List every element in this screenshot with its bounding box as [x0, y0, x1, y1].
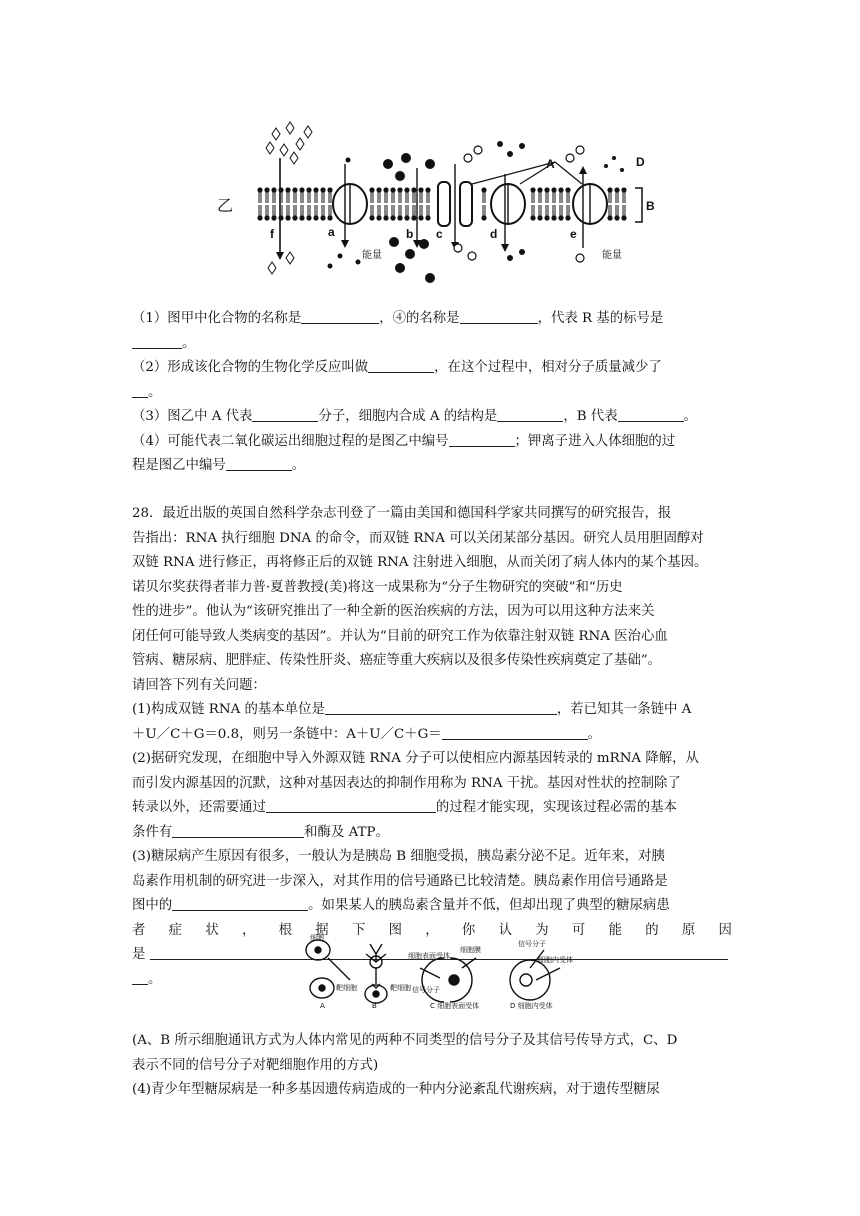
- q28-1: (1)构成双链 RNA 的基本单位是 ，若已知其一条链中 A: [132, 698, 732, 723]
- label-D: D: [636, 155, 645, 169]
- label-a: a: [328, 225, 335, 239]
- blank[interactable]: [497, 406, 563, 422]
- blank[interactable]: [449, 431, 515, 447]
- question-28: 28．最近出版的英国自然科学杂志刊登了一篇由美国和德国科学家共同撰写的研究报告，报 告指出：RNA 执行细胞 DNA 的命令，而双链 RNA 可以关闭某部分基因。研究人员用胆固醇对 双链 RNA 进行修正，再将修正后的双链 RNA 注射进入细胞，从而关闭了病人体内的某个基因。 诺贝尔奖获得者菲力普·夏普教授(美)将这一成果称为“分子生物研究的突破”和“历史 性的进步”。他认为“该研究推出了一种全新的医治疾病的方法，因为可以用这种方法来关 闭任何可能导致人类病变的基因”。并认为“目前的研究工作为依靠注射双链 RNA 医治心血 管病、糖尿病、肥胖症、传染性肝炎、癌症等重大疾病以及很多传染性疾病奠定了基础”。 请回答下列有关问题： (1)构成双链 RNA 的基本单位是 ，若已知其一条链中 A ＋U／C＋G＝0.8，则另一条链中：A＋U／C＋G＝ 。 (2)据研究发现，在细胞中导入外源双链 RNA 分子可以使相应内源基因转录的 mRNA 降解，从 而引发内源基因的沉默，这种对基因表达的抑制作用称为 RNA 干扰。基因对性状的控制除了 转录以外，还需要通过 的过程才能实现，实现该过程必需的基本 条件有 和酶及 ATP。 (3)糖尿病产生原因有很多，一般认为是胰岛 B 细胞受损，胰岛素分泌不足。近年来，对胰 岛素作用机制的研究进一步深入，对其作用的信号通路已比较清楚。胰岛素作用信号通路是 图中的 。如果某人的胰岛素含量并不低，但却出现了典型的糖尿病患 者 症 状 ， 根 据 下 图 ， 你 认 为 可 能 的 原 因 是 。: [132, 506, 732, 987]
- blank[interactable]: [266, 797, 436, 813]
- label-cell-a: 细胞: [310, 934, 324, 942]
- blank[interactable]: [442, 724, 588, 740]
- energy-label-1: 能量: [362, 250, 382, 261]
- caption-d: D 细胞内受体: [510, 1002, 553, 1010]
- signal-diagram: [300, 928, 580, 1010]
- caption-c: C 细胞表面受体: [430, 1002, 480, 1010]
- blank[interactable]: [618, 406, 684, 422]
- label-c: c: [436, 227, 443, 241]
- q27-4: （4）可能代表二氧化碳运出细胞过程的是图乙中编号 ；钾离子进入人体细胞的过: [132, 430, 732, 455]
- label-b: b: [406, 227, 414, 241]
- q28-3: 图中的 。如果某人的胰岛素含量并不低，但却出现了典型的糖尿病患: [132, 894, 732, 919]
- q27-2: （2）形成该化合物的生物化学反应叫做 ，在这个过程中，相对分子质量减少了: [132, 356, 732, 381]
- figure-caption: (A、B 所示细胞通讯方式为人体内常见的两种不同类型的信号分子及其信号传导方式，C、D 表示不同的信号分子对靶细胞作用的方式) (4)青少年型糖尿病是一种多基因遗传病造成的一种内分泌紊乱代谢疾病，对于遗传型糖尿: [132, 1029, 732, 1103]
- q27-1: （1）图甲中化合物的名称是 ，④的名称是 ，代表 R 基的标号是: [132, 307, 732, 332]
- label-signal: 信号分子: [412, 986, 440, 994]
- figure-yi-label: 乙: [217, 196, 234, 215]
- label-f: f: [270, 227, 274, 241]
- blank[interactable]: [301, 308, 379, 324]
- membrane-figure: [210, 118, 670, 298]
- label-A: A: [546, 157, 555, 171]
- q27-3: （3）图乙中 A 代表 分子，细胞内合成 A 的结构是 ，B 代表 。: [132, 405, 732, 430]
- label-B: B: [646, 199, 655, 213]
- letter-a: A: [320, 1002, 325, 1010]
- spread-line: 者 症 状 ， 根 据 下 图 ， 你 认 为 可 能 的 原 因: [132, 922, 732, 938]
- blank[interactable]: [132, 969, 148, 985]
- blank[interactable]: [368, 357, 434, 373]
- blank[interactable]: [252, 406, 318, 422]
- blank[interactable]: [132, 333, 182, 349]
- blank[interactable]: [172, 895, 308, 911]
- signal-figure: [300, 928, 580, 1010]
- blank[interactable]: [132, 382, 148, 398]
- blank[interactable]: [226, 455, 292, 471]
- membrane-diagram: [210, 118, 670, 298]
- label-inner-receptor: 细胞内受体: [538, 956, 573, 964]
- q28-4: (4)青少年型糖尿病是一种多基因遗传病造成的一种内分泌紊乱代谢疾病，对于遗传型糖尿: [132, 1082, 660, 1097]
- blank[interactable]: [460, 308, 538, 324]
- questions-27: （1）图甲中化合物的名称是 ，④的名称是 ，代表 R 基的标号是 。 （2）形成该化合物的生物化学反应叫做 ，在这个过程中，相对分子质量减少了 。 （3）图乙中 A 代表 分子，细胞内合成 A 的结构是 ，B 代表 。 （4）可能代表二氧化碳运出细胞过程的是图乙中编号 ；钾离子进入人体细胞的过 程是图乙中编号 。: [132, 307, 732, 479]
- letter-b: B: [372, 1002, 377, 1010]
- label-signal-d: 信号分子: [518, 940, 546, 948]
- label-target-b: 靶细胞: [390, 984, 411, 992]
- energy-label-2: 能量: [602, 250, 622, 261]
- label-membrane-receptor: 细胞表面受体: [408, 952, 450, 960]
- label-target-a: 靶细胞: [336, 984, 357, 992]
- label-membrane: 细胞膜: [460, 946, 481, 954]
- blank[interactable]: [325, 699, 557, 715]
- label-d: d: [490, 227, 498, 241]
- q28-2: 转录以外，还需要通过 的过程才能实现，实现该过程必需的基本: [132, 796, 732, 821]
- label-e: e: [570, 227, 577, 241]
- blank[interactable]: [172, 822, 304, 838]
